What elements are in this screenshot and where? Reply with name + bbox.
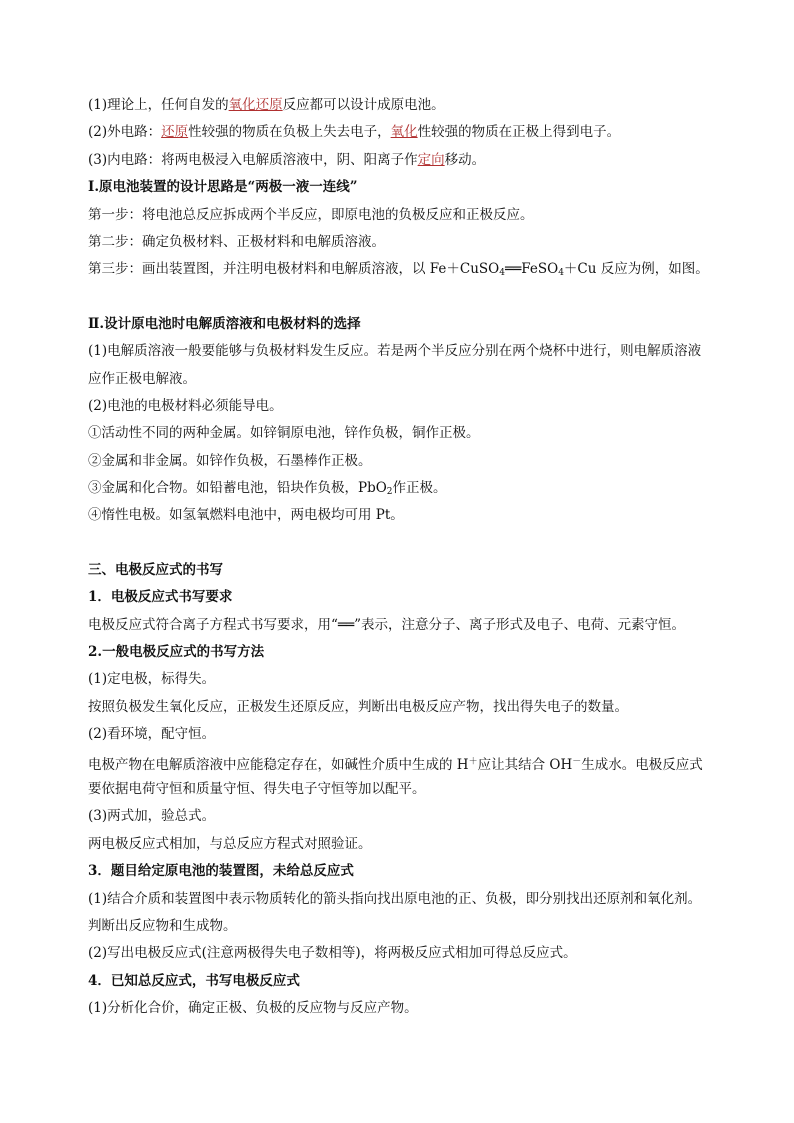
paragraph: (3)两式加，验总式。 bbox=[88, 808, 216, 825]
paragraph: 两电极反应式相加，与总反应方程式对照验证。 bbox=[88, 835, 372, 852]
list-item: ③金属和化合物。如铅蓄电池，铅块作负极，PbO$_2$作正极。 bbox=[88, 480, 447, 498]
paragraph: 第二步：确定负极材料、正极材料和电解质溶液。 bbox=[88, 233, 385, 250]
paragraph: 按照负极发生氧化反应，正极发生还原反应，判断出电极反应产物，找出得失电子的数量。 bbox=[88, 698, 628, 715]
list-item: ②金属和非金属。如锌作负极，石墨棒作正极。 bbox=[88, 452, 372, 469]
subsection-heading: 2.一般电极反应式的书写方法 bbox=[88, 644, 265, 661]
paragraph: 要依据电荷守恒和质量守恒、得失电子守恒等加以配平。 bbox=[88, 780, 426, 797]
keyword-underlined: 定向 bbox=[417, 151, 445, 168]
paragraph: (1)结合介质和装置图中表示物质转化的箭头指向找出原电池的正、负极，即分别找出还原剂和氧化剂。 bbox=[88, 890, 702, 907]
paragraph: 电极产物在电解质溶液中应能稳定存在，如碱性介质中生成的 H＋应让其结合 OH－生成水。电极反应式 bbox=[88, 756, 703, 773]
spacer bbox=[88, 284, 728, 311]
paragraph: 判断出反应物和生成物。 bbox=[88, 917, 237, 934]
spacer bbox=[88, 530, 728, 557]
paragraph: (1)定电极，标得失。 bbox=[88, 671, 216, 688]
paragraph: (2)看环境，配守恒。 bbox=[88, 726, 216, 743]
paragraph: (1)电解质溶液一般要能够与负极材料发生反应。若是两个半反应分别在两个烧杯中进行，则电解质溶液 bbox=[88, 343, 702, 360]
paragraph: 第三步：画出装置图，并注明电极材料和电解质溶液，以 Fe＋CuSO$_4$══FeSO$_4$＋Cu 反应为例，如图。 bbox=[88, 261, 709, 279]
list-item: ④惰性电极。如氢氧燃料电池中，两电极均可用 Pt。 bbox=[88, 507, 404, 524]
paragraph: 第一步：将电池总反应拆成两个半反应，即原电池的负极反应和正极反应。 bbox=[88, 206, 534, 223]
document-body bbox=[88, 92, 728, 1023]
paragraph: (1)分析化合价，确定正极、负极的反应物与反应产物。 bbox=[88, 1000, 418, 1017]
section-heading: Ⅰ.原电池装置的设计思路是“两极一液一连线” bbox=[88, 179, 358, 196]
list-item: ①活动性不同的两种金属。如锌铜原电池，锌作负极，铜作正极。 bbox=[88, 425, 480, 442]
section-heading: 三、电极反应式的书写 bbox=[88, 561, 223, 578]
paragraph: (2)写出电极反应式(注意两极得失电子数相等)，将两极反应式相加可得总反应式。 bbox=[88, 945, 577, 962]
subsection-heading: 3．题目给定原电池的装置图，未给总反应式 bbox=[88, 863, 354, 880]
keyword-underlined: 还原 bbox=[161, 124, 189, 141]
keyword-underlined: 氧化还原 bbox=[228, 97, 283, 113]
subsection-heading: 4．已知总反应式，书写电极反应式 bbox=[88, 972, 300, 989]
keyword-underlined: 氧化 bbox=[390, 124, 418, 141]
paragraph: (2)外电路：还原性较强的物质在负极上失去电子，氧化性较强的物质在正极上得到电子。 bbox=[88, 124, 621, 141]
section-heading: Ⅱ.设计原电池时电解质溶液和电极材料的选择 bbox=[88, 315, 361, 332]
paragraph: (3)内电路：将两电极浸入电解质溶液中，阴、阳离子作定向移动。 bbox=[88, 151, 486, 168]
paragraph: (1)理论上，任何自发的氧化还原反应都可以设计成原电池。 bbox=[88, 97, 445, 113]
subsection-heading: 1．电极反应式书写要求 bbox=[88, 589, 233, 606]
paragraph: 电极反应式符合离子方程式书写要求，用“══”表示，注意分子、离子形式及电子、电荷、元素守恒。 bbox=[88, 616, 686, 633]
paragraph: 应作正极电解液。 bbox=[88, 370, 196, 387]
paragraph: (2)电池的电极材料必须能导电。 bbox=[88, 397, 283, 414]
